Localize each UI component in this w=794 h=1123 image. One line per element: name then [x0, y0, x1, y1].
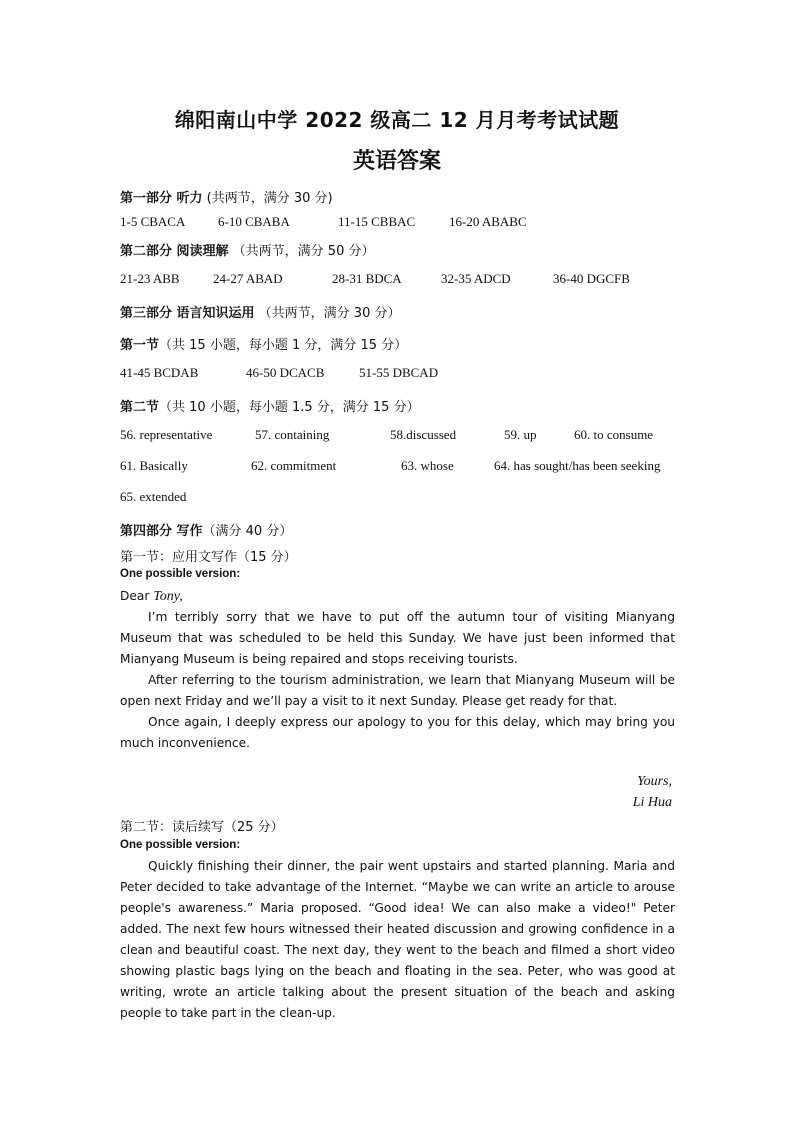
part2-heading	[120, 240, 374, 259]
part1-heading	[120, 187, 333, 206]
part3-title: 第三部分 语言知识运用	[120, 306, 255, 321]
part3-section1-heading	[120, 334, 407, 353]
greeting-name: Tony,	[153, 589, 183, 604]
answer-group: 41-45 BCDAB	[120, 365, 199, 380]
possible-version-label: One possible version:	[120, 568, 241, 580]
answer-group: 11-15 CBBAC	[338, 214, 416, 229]
part2-note: （共两节，满分 50 分）	[232, 244, 375, 259]
section1-title: 第一节	[120, 338, 160, 353]
answer-item: 64. has sought/has been seeking	[494, 458, 661, 473]
answer-group: 32-35 ADCD	[441, 271, 511, 286]
possible-version-label: One possible version:	[120, 839, 241, 851]
answer-item: 63. whose	[401, 458, 454, 473]
answer-item: 60. to consume	[574, 427, 654, 442]
answer-group: 36-40 DGCFB	[553, 271, 630, 286]
page-subtitle: 英语答案	[352, 149, 441, 174]
letter-closing: Yours,	[637, 774, 672, 789]
part1-title: 第一部分 听力	[120, 191, 203, 206]
answer-group: 24-27 ABAD	[213, 271, 283, 286]
letter-body	[120, 586, 675, 754]
answer-group: 6-10 CBABA	[218, 214, 290, 229]
answer-item: 62. commitment	[251, 458, 337, 473]
answer-item: 61. Basically	[120, 458, 188, 473]
letter-paragraph: After referring to the tourism administration, we learn that Mianyang Museum will be open next Friday and we’ll pay a visit to it next Sunday. Please get ready for that.	[120, 673, 675, 708]
part4-section1-heading: 第一节：应用文写作（15 分）	[120, 550, 297, 565]
part4-note: （满分 40 分）	[202, 524, 293, 539]
part4-title: 第四部分 写作	[120, 524, 203, 539]
answer-item: 65. extended	[120, 489, 187, 504]
answer-item: 56. representative	[120, 427, 213, 442]
answer-group: 28-31 BDCA	[332, 271, 402, 286]
part3-note: （共两节，满分 30 分）	[258, 306, 401, 321]
part3-section2-heading	[120, 396, 420, 415]
letter-greeting	[120, 586, 675, 607]
section1-note: （共 15 小题，每小题 1 分，满分 15 分）	[159, 338, 408, 353]
answer-item: 57. containing	[255, 427, 330, 442]
part4-section2-heading: 第二节：读后续写（25 分）	[120, 820, 284, 835]
greeting-text: Dear	[120, 589, 154, 603]
section2-title: 第二节	[120, 400, 160, 415]
answer-group: 51-55 DBCAD	[359, 365, 439, 380]
answer-item: 58.discussed	[390, 427, 457, 442]
letter-paragraph: I’m terribly sorry that we have to put off the autumn tour of visiting Mianyang Museum that was scheduled to be held this Sunday. We have just been informed that Mianyang Museum is being repaired and stops receiving tourists.	[120, 610, 675, 666]
continuation-paragraph: Quickly finishing their dinner, the pair went upstairs and started planning. Maria and Peter decided to take advantage of the Internet. “Maybe we can write an article to arouse people's awareness.” Maria proposed. “Good idea! We can also make a video!" Peter added. The next few hours witnessed their heated discussion and growing confidence in a clean and beautiful coast. The next day, they went to the beach and filmed a short video showing plastic bags lying on the beach and floating in the sea. Peter, who was good at writing, wrote an article talking about the present situation of the beach and asking people to take part in the clean-up.	[120, 859, 675, 1020]
continuation-body	[120, 856, 675, 1024]
answer-group: 46-50 DCACB	[246, 365, 325, 380]
answer-group: 21-23 ABB	[120, 271, 180, 286]
part4-heading	[120, 520, 292, 539]
letter-paragraph: Once again, I deeply express our apology to you for this delay, which may bring you much inconvenience.	[120, 715, 675, 750]
section2-note: （共 10 小题，每小题 1.5 分，满分 15 分）	[159, 400, 420, 415]
part2-title: 第二部分 阅读理解	[120, 244, 229, 259]
answer-group: 1-5 CBACA	[120, 214, 186, 229]
letter-signature: Li Hua	[632, 795, 672, 810]
answer-item: 59. up	[504, 427, 537, 442]
part1-note: (共两节，满分 30 分)	[206, 191, 333, 206]
page-title: 绵阳南山中学 2022 级高二 12 月月考考试试题	[174, 108, 620, 132]
answer-group: 16-20 ABABC	[449, 214, 527, 229]
part3-heading	[120, 302, 400, 321]
